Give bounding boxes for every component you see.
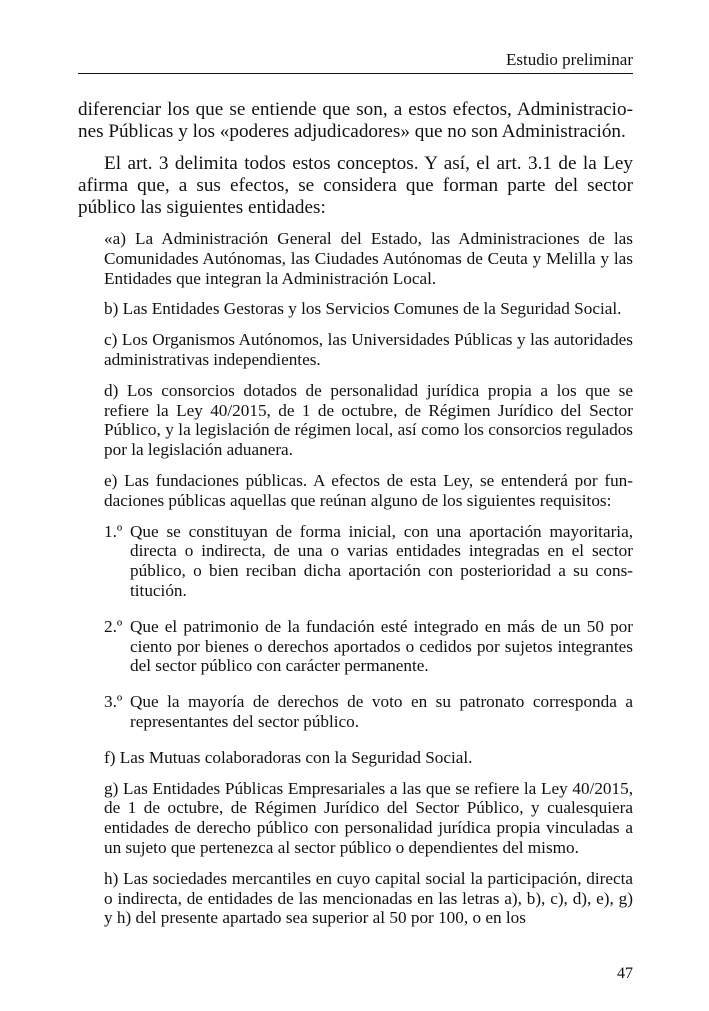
- quote-item-d: d) Los consorcios dotados de personalidad jurídica propia a los que se refiere la Ley 40/2015, de 1 de octubre, de Régimen Jurídico del Sector Público, y la legislación de régimen local, así como los consorcios regulados por la legislación aduanera.: [104, 380, 633, 460]
- quote-item-a: «a) La Administración General del Estado, las Administraciones de las Comunidades Autónomas, las Ciudades Autónomas de Ceuta y Melilla y las Entidades que integran la Administración Local.: [104, 229, 633, 288]
- running-header: Estudio preliminar: [505, 50, 633, 69]
- quote-item-h: h) Las sociedades mercantiles en cuyo capital social la participación, directa o indirecta, de entidades de las mencionadas en las letras a), b), c), d), e), g) y h) del presente apartado sea superior al 50 por 100, o en los: [104, 868, 633, 928]
- requirement-item-2: [104, 617, 633, 676]
- page-body: [78, 99, 633, 939]
- quote-item-e: e) Las fundaciones públicas. A efectos de esta Ley, se entenderá por fundaciones públicas aquellas que reúnan alguno de los siguientes requisitos:: [104, 470, 633, 510]
- requirement-number: 1.º: [104, 521, 123, 541]
- requirement-text: Que el patrimonio de la fundación esté integrado en más de un 50 por ciento por bienes o derechos aportados o cedidos por sujetos integrantes del sector público con carácter permanente.: [130, 616, 633, 676]
- header-rule: [78, 73, 633, 74]
- requirement-number: 3.º: [104, 692, 123, 712]
- quote-item-f: f) Las Mutuas colaboradoras con la Seguridad Social.: [104, 747, 473, 767]
- requirement-text: Que la mayoría de derechos de voto en su patronato corresponda a representantes del sector público.: [130, 692, 633, 731]
- quote-item-g: g) Las Entidades Públicas Empresariales a las que se refiere la Ley 40/2015, de 1 de octubre, de Régimen Jurídico del Sector Público, y cualesquiera entidades de derecho público con personalidad jurídica propia vinculadas a un sujeto que pertenezca al sector público o dependientes del mismo.: [104, 778, 633, 857]
- quote-item-c: c) Los Organismos Autónomos, las Universidades Públicas y las autoridades administrativas independientes.: [104, 330, 633, 369]
- quoted-article-3-1: [104, 229, 633, 928]
- quote-item-b: b) Las Entidades Gestoras y los Servicios Comunes de la Seguridad Social.: [104, 299, 622, 319]
- body-paragraph-art3: El art. 3 delimita todos estos conceptos. Y así, el art. 3.1 de la Ley afirma que, a sus efectos, se considera que forman parte del sector público las siguientes entidades:: [78, 153, 633, 218]
- page-number: 47: [617, 965, 633, 982]
- requirement-text: Que se constituyan de forma inicial, con una aportación mayoritaria, directa o indirecta, de una o varias entidades integradas en el sector público, o bien reciban dicha aportación con posterioridad a su constitución.: [130, 521, 633, 600]
- requirement-item-3: [104, 692, 633, 732]
- requirement-number: 2.º: [104, 616, 123, 636]
- requirement-item-1: [104, 522, 633, 601]
- body-paragraph-continuation: diferenciar los que se entiende que son, a estos efectos, Administraciones Públicas y los «poderes adjudicadores» que no son Administración.: [78, 99, 633, 142]
